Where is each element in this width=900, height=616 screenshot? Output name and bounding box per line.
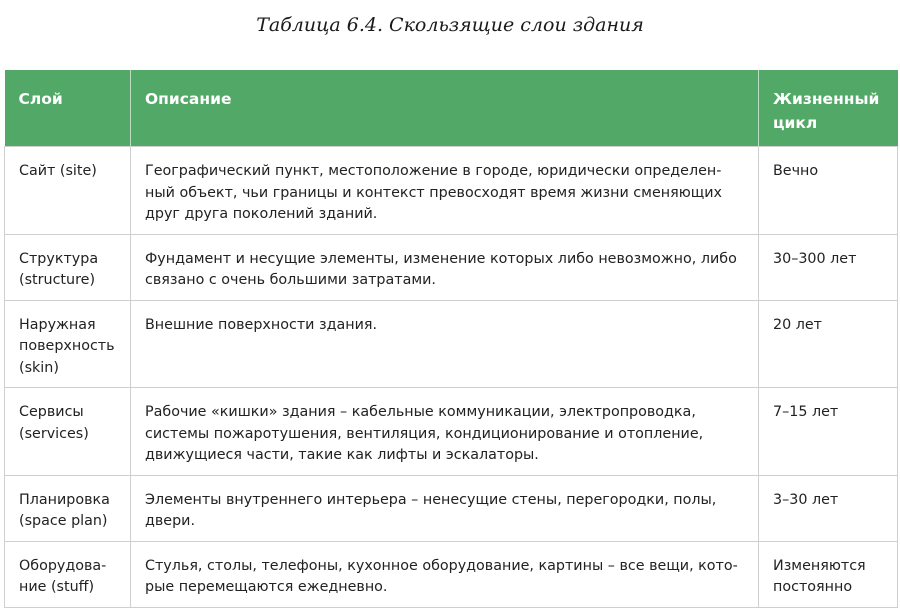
description-line: Стулья, столы, телефоны, кухонное оборудование, картины – все вещи, кото- [145, 557, 738, 574]
table-caption: Таблица 6.4. Скользящие слои здания [256, 14, 644, 36]
description-line: связано с очень большими затратами. [145, 272, 436, 288]
layer-cell [5, 147, 131, 235]
description-line: Фундамент и несущие элементы, изменение которых либо невозможно, либо [145, 250, 737, 267]
layer-text: поверхность [19, 338, 115, 354]
layer-text: Планировка [19, 491, 110, 508]
lifecycle-text: постоянно [773, 579, 853, 595]
description-line: Географический пункт, местоположение в городе, юридически определен- [145, 163, 722, 179]
lifecycle-cell [759, 300, 898, 388]
table-row [5, 300, 898, 388]
table-header-row [5, 70, 898, 147]
layer-text: Сайт (site) [19, 163, 97, 179]
layer-text: (skin) [19, 359, 59, 376]
lifecycle-cell [759, 475, 898, 541]
layer-cell [5, 475, 131, 541]
table-row [5, 147, 898, 235]
description-line: системы пожаротушения, вентиляция, кондиционирование и отопление, [145, 425, 704, 442]
lifecycle-text: Изменяются [773, 557, 866, 574]
description-line: ный объект, чьи границы и контекст превосходят время жизни сменяющих [145, 184, 722, 201]
building-layers-table [4, 70, 898, 608]
description-line: движущиеся части, такие как лифты и эскалаторы. [145, 447, 539, 463]
lifecycle-cell [759, 388, 898, 476]
layer-cell [5, 388, 131, 476]
layer-cell [5, 541, 131, 607]
header-description: Описание [131, 70, 759, 147]
lifecycle-text: 20 лет [773, 316, 822, 333]
layer-text: (structure) [19, 272, 96, 288]
description-line: двери. [145, 513, 196, 529]
lifecycle-cell [759, 541, 898, 607]
layer-cell [5, 234, 131, 300]
description-line: Элементы внутреннего интерьера – ненесущие стены, перегородки, полы, [145, 491, 717, 508]
layer-text: ние (stuff) [19, 579, 95, 595]
description-line: Рабочие «кишки» здания – кабельные коммуникации, электропроводка, [145, 404, 696, 420]
lifecycle-text: Вечно [773, 163, 819, 179]
description-cell [131, 388, 759, 476]
description-cell [131, 300, 759, 388]
table-row [5, 234, 898, 300]
layer-text: (space plan) [19, 513, 108, 529]
table-row [5, 475, 898, 541]
header-layer: Слой [5, 70, 131, 147]
layer-text: Оборудова- [19, 557, 107, 574]
description-line: Внешние поверхности здания. [145, 316, 378, 333]
lifecycle-cell [759, 234, 898, 300]
lifecycle-text: 3–30 лет [773, 491, 839, 508]
description-cell [131, 147, 759, 235]
lifecycle-cell [759, 147, 898, 235]
description-line: друг друга поколений зданий. [145, 206, 378, 222]
description-cell [131, 234, 759, 300]
header-lifecycle-line1: Жизненный [773, 90, 880, 108]
lifecycle-text: 30–300 лет [773, 250, 857, 267]
header-lifecycle-line2: цикл [773, 114, 818, 132]
table-row [5, 541, 898, 607]
description-cell [131, 541, 759, 607]
table-row [5, 388, 898, 476]
layer-text: Структура [19, 250, 99, 267]
layer-text: (services) [19, 425, 89, 442]
description-line: рые перемещаются ежедневно. [145, 579, 388, 595]
layer-text: Наружная [19, 316, 96, 333]
header-lifecycle [759, 70, 898, 147]
description-cell [131, 475, 759, 541]
layer-cell [5, 300, 131, 388]
layer-text: Сервисы [19, 404, 84, 420]
lifecycle-text: 7–15 лет [773, 404, 839, 420]
